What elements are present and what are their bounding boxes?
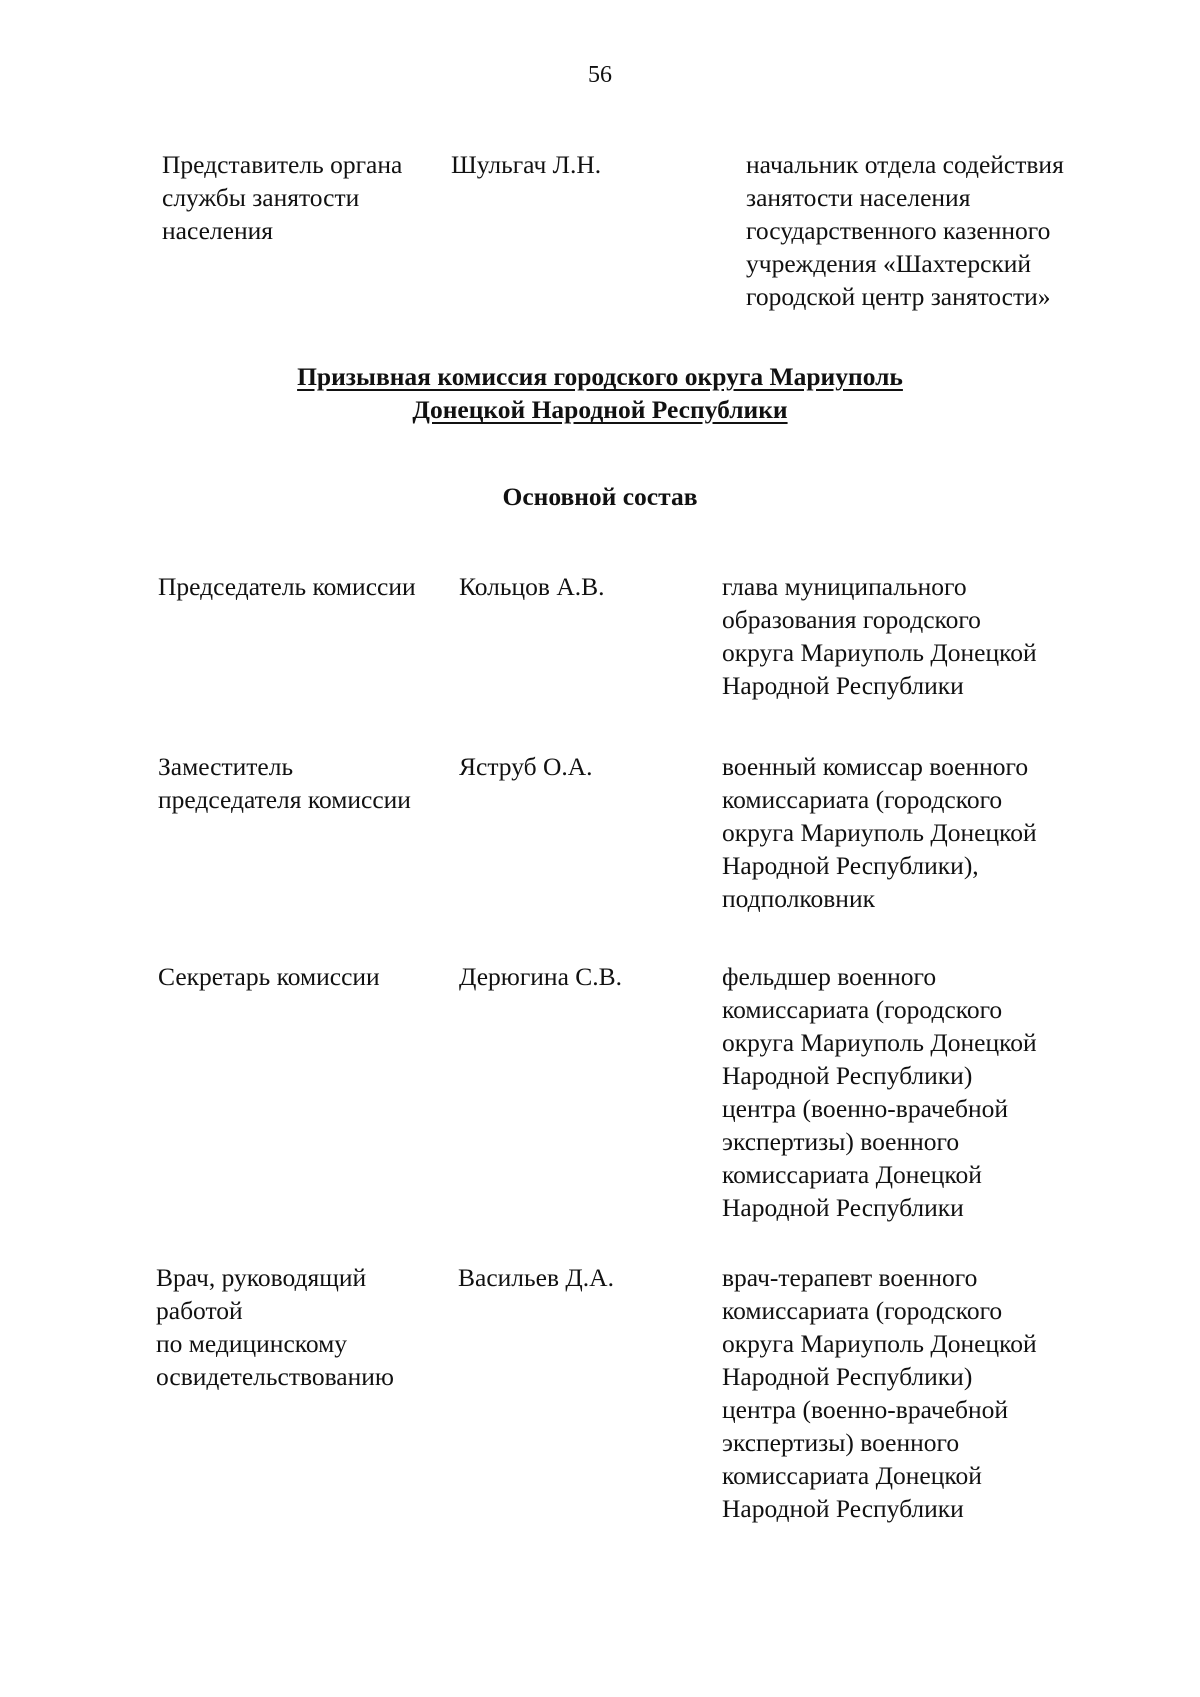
position-line: Народной Республики), bbox=[722, 851, 979, 880]
top-entry-name bbox=[451, 148, 601, 181]
position-line: комиссариата Донецкой bbox=[722, 1160, 982, 1189]
member-role bbox=[158, 570, 416, 603]
role-line: по медицинскому bbox=[156, 1329, 348, 1358]
section-heading: Основной состав bbox=[502, 482, 698, 511]
position-line: начальник отдела содействия bbox=[746, 150, 1064, 179]
position-line: подполковник bbox=[722, 884, 875, 913]
commission-heading-line: Донецкой Народной Республики bbox=[412, 395, 788, 424]
position-line: государственного казенного bbox=[746, 216, 1051, 245]
role-line: Секретарь комиссии bbox=[158, 962, 380, 991]
position-line: фельдшер военного bbox=[722, 962, 937, 991]
role-line: службы занятости bbox=[162, 183, 360, 212]
position-line: городской центр занятости» bbox=[746, 282, 1051, 311]
position-line: округа Мариуполь Донецкой bbox=[722, 818, 1037, 847]
position-line: глава муниципального bbox=[722, 572, 967, 601]
member-name-cell bbox=[459, 750, 593, 783]
position-line: занятости населения bbox=[746, 183, 971, 212]
position-line: комиссариата (городского bbox=[722, 785, 1003, 814]
member-role bbox=[158, 750, 411, 816]
top-entry-position bbox=[746, 148, 1064, 313]
member-name: Шульгач Л.Н. bbox=[451, 150, 602, 179]
role-line: Председатель комиссии bbox=[158, 572, 416, 601]
member-name-cell bbox=[459, 570, 605, 603]
member-name: Яструб О.А. bbox=[459, 752, 593, 781]
member-name: Дерюгина С.В. bbox=[459, 962, 623, 991]
position-line: учреждения «Шахтерский bbox=[746, 249, 1032, 278]
top-entry-role bbox=[162, 148, 402, 247]
role-line: работой bbox=[156, 1296, 243, 1325]
position-line: комиссариата Донецкой bbox=[722, 1461, 982, 1490]
role-line: председателя комиссии bbox=[158, 785, 411, 814]
position-line: образования городского bbox=[722, 605, 981, 634]
position-line: центра (военно-врачебной bbox=[722, 1395, 1009, 1424]
member-position bbox=[722, 1261, 1037, 1525]
role-line: Заместитель bbox=[158, 752, 294, 781]
position-line: врач-терапевт военного bbox=[722, 1263, 978, 1292]
member-position bbox=[722, 570, 1037, 702]
role-line: Представитель органа bbox=[162, 150, 403, 179]
member-name-cell bbox=[459, 960, 622, 993]
position-line: Народной Республики bbox=[722, 1193, 964, 1222]
position-line: комиссариата (городского bbox=[722, 995, 1003, 1024]
member-role bbox=[156, 1261, 394, 1393]
position-line: Народной Республики) bbox=[722, 1362, 973, 1391]
position-line: округа Мариуполь Донецкой bbox=[722, 1329, 1037, 1358]
member-role bbox=[158, 960, 380, 993]
position-line: округа Мариуполь Донецкой bbox=[722, 638, 1037, 667]
member-name-cell bbox=[458, 1261, 614, 1294]
member-name: Кольцов А.В. bbox=[459, 572, 605, 601]
commission-heading bbox=[0, 360, 1200, 426]
position-line: экспертизы) военного bbox=[722, 1428, 960, 1457]
role-line: Врач, руководящий bbox=[156, 1263, 367, 1292]
page-number: 56 bbox=[588, 62, 612, 88]
position-line: Народной Республики) bbox=[722, 1061, 973, 1090]
position-line: центра (военно-врачебной bbox=[722, 1094, 1009, 1123]
position-line: Народной Республики bbox=[722, 671, 964, 700]
member-position bbox=[722, 960, 1037, 1224]
commission-heading-line: Призывная комиссия городского округа Мариуполь bbox=[297, 362, 903, 391]
role-line: освидетельствованию bbox=[156, 1362, 394, 1391]
position-line: военный комиссар военного bbox=[722, 752, 1029, 781]
role-line: населения bbox=[162, 216, 273, 245]
position-line: Народной Республики bbox=[722, 1494, 964, 1523]
position-line: комиссариата (городского bbox=[722, 1296, 1003, 1325]
position-line: округа Мариуполь Донецкой bbox=[722, 1028, 1037, 1057]
position-line: экспертизы) военного bbox=[722, 1127, 960, 1156]
member-name: Васильев Д.А. bbox=[458, 1263, 614, 1292]
member-position bbox=[722, 750, 1037, 915]
